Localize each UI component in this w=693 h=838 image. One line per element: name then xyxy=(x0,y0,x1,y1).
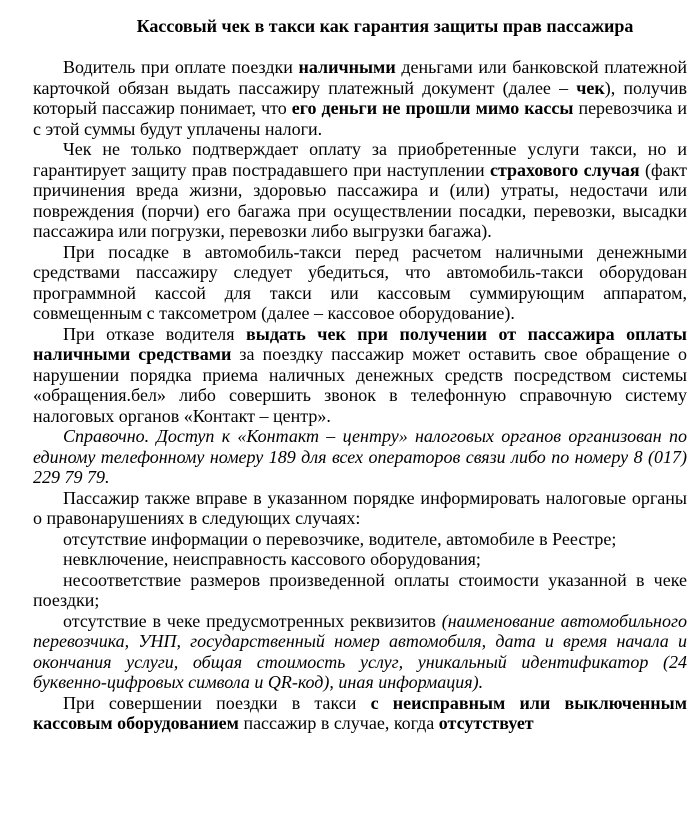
paragraph xyxy=(33,241,692,324)
paragraph xyxy=(33,692,692,734)
document-title: Кассовый чек в такси как гарантия защиты прав пассажира xyxy=(136,16,634,36)
text-run: отсутствие в чеке предусмотренных реквизитов xyxy=(63,610,442,631)
text-run: При совершении поездки в такси xyxy=(63,692,371,713)
text-run: выдать чек при получении от пассажира оплаты наличными средствами xyxy=(33,323,692,364)
text-run: (факт причинения вреда жизни, здоровью пассажира и (или) утраты, недостачи или повреждения (порчи) его багажа при осуществлении посадки, перевозки, высадки пассажира или погрузки, перевозки либо выгрузки багажа). xyxy=(33,159,692,241)
text-run: перевозчика и с этой суммы будут уплачены налоги. xyxy=(33,98,692,139)
paragraph xyxy=(33,139,692,242)
document-body xyxy=(33,57,692,734)
paragraph xyxy=(33,57,692,139)
text-run: пассажир в случае, когда xyxy=(238,713,439,733)
text-run: несоответствие размеров произведенной оплаты стоимости указанной в чеке поездки; xyxy=(33,569,692,610)
text-run: за поездку пассажир может оставить свое обращение о нарушении порядка приема наличных денежных средств посредством системы «обращения.бел» либо совершить звонок в телефонную справочную систему налоговых органов «Контакт – центр». xyxy=(33,344,692,426)
text-run: ), получив который пассажир понимает, что xyxy=(33,77,692,118)
text-run: наличными xyxy=(298,57,396,77)
text-run: При посадке в автомобиль-такси перед расчетом наличными денежными средствами пассажиру следует убедиться, что автомобиль-такси оборудован программной кассой для такси или кассовым суммирующим аппаратом, совмещенным с таксометром (далее – кассовое оборудование). xyxy=(33,241,692,323)
text-run: невключение, неисправность кассового оборудования; xyxy=(63,549,481,569)
text-run: При отказе водителя xyxy=(63,323,247,344)
text-run: деньгами или банковской платежной карточкой обязан выдать пассажиру платежный документ (далее – xyxy=(33,57,692,98)
paragraph xyxy=(33,529,687,550)
paragraph xyxy=(33,569,692,611)
text-run: (наименование автомобильного перевозчика, УНП, государственный номер автомобиля, дата и время начала и окончания услуги, общая стоимость услуг, уникальный идентификатор (24 буквенно-цифровых символа и QR-код), иная информация). xyxy=(33,610,692,692)
text-run: отсутствует xyxy=(438,713,534,733)
paragraph xyxy=(33,426,692,488)
text-run: страхового случая xyxy=(490,159,640,180)
text-run: Водитель при оплате поездки xyxy=(63,57,299,77)
paragraph xyxy=(33,549,687,570)
text-run: отсутствие информации о перевозчике, водителе, автомобиле в Реестре; xyxy=(63,528,617,549)
text-run: Справочно. Доступ к «Контакт – центру» налоговых органов организован по единому телефонному номеру 189 для всех операторов связи либо по номеру 8 (017) 229 79 79. xyxy=(33,426,692,487)
paragraph xyxy=(33,487,692,529)
text-run: с неисправным или выключенным кассовым оборудованием xyxy=(33,692,692,733)
text-run: чек xyxy=(576,77,605,98)
text-run: его деньги не прошли мимо кассы xyxy=(291,98,574,118)
text-run: Чек не только подтверждает оплату за приобретенные услуги такси, но и гарантирует защиту прав пострадавшего при наступлении xyxy=(33,139,692,180)
text-run: Пассажир также вправе в указанном порядке информировать налоговые органы о правонарушениях в следующих случаях: xyxy=(33,487,692,528)
paragraph xyxy=(33,610,692,693)
paragraph xyxy=(33,323,692,427)
